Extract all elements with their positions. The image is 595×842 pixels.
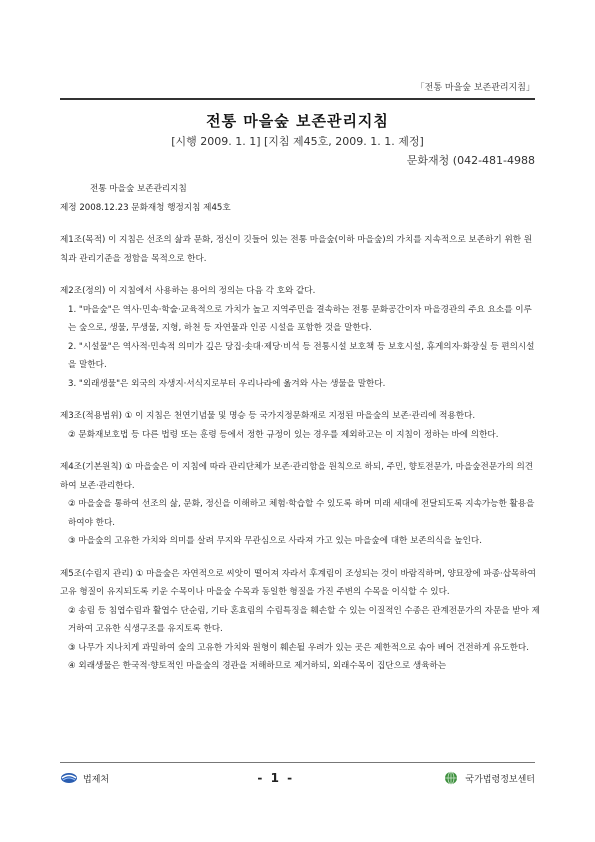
page-number: - 1 - <box>257 771 295 785</box>
article-2: 제2조(정의) 이 지침에서 사용하는 용어의 정의는 다음 각 호와 같다. <box>60 286 316 296</box>
article-1: 제1조(목적) 이 지침은 선조의 삶과 문화, 정신이 깃들어 있는 전통 마을숲(이하 마을숲)의 가치를 지속적으로 보존하기 위한 원칙과 관리기준을 정함을 목적으로 한다. <box>60 235 533 264</box>
footer-right <box>442 771 535 785</box>
article-2-item-3: 3. "외래생물"은 외국의 자생지·서식지로부터 우리나라에 옮겨와 사는 생물을 말한다. <box>68 378 386 389</box>
article-5-para-4: ④ 외래생물은 한국적·향토적인 마을숲의 경관을 저해하므로 제거하되, 외래수목이 집단으로 생육하는 <box>68 661 447 671</box>
document-subtitle: [시행 2009. 1. 1] [지침 제45호, 2009. 1. 1. 제정] <box>171 135 424 148</box>
intro-enactment: 제정 2008.12.23 문화재청 행정지침 제45호 <box>60 202 231 213</box>
article-3-para-2: ② 문화재보호법 등 다른 법령 또는 훈령 등에서 정한 규정이 있는 경우를 제외하고는 이 지침이 정하는 바에 의한다. <box>68 429 499 440</box>
globe-logo-icon <box>442 771 460 785</box>
article-2-item-2: 2. "시설물"은 역사적·민속적 의미가 깊은 당집·솟대·제당·비석 등 전통시설 보호책 등 보호시설, 휴게의자·화장실 등 편의시설을 말한다. <box>68 341 535 370</box>
footer-right-label: 국가법령정보센터 <box>465 774 535 785</box>
department-contact: 문화재청 (042-481-4988 <box>406 154 535 167</box>
intro-name: 전통 마을숲 보존관리지침 <box>90 184 187 194</box>
article-5: 제5조(수림지 관리) ① 마을숲은 자연적으로 씨앗이 떨어져 자라서 후계림이 조성되는 것이 바람직하며, 양묘장에 파종·삽목하여 고유 형질이 유지되도록 키운 수목이나 마을숲 수목과 동일한 형질을 가진 주변의 수목을 이식할 수 있다. <box>60 568 536 597</box>
header-rule <box>60 98 535 100</box>
header-label: 「전통 마을숲 보존관리지침」 <box>415 83 535 93</box>
article-4-para-3: ③ 마을숲의 고유한 가치와 의미를 살려 무지와 무관심으로 사라져 가고 있는 마을숲에 대한 보존의식을 높인다. <box>68 536 482 546</box>
document-body <box>60 180 540 676</box>
article-5-para-2: ② 송림 등 침엽수림과 활엽수 단순림, 기타 혼효림의 수림특징을 훼손할 수 있는 이질적인 수종은 관계전문가의 자문을 받아 제거하여 고유한 식생구조를 유지토록 한다. <box>68 605 540 634</box>
law-ministry-logo-icon <box>60 771 78 785</box>
article-3: 제3조(적용범위) ① 이 지침은 천연기념물 및 명승 등 국가지정문화재로 지정된 마을숲의 보존·관리에 적용한다. <box>60 411 476 421</box>
article-2-item-1: 1. "마을숲"은 역사·민속·학술·교육적으로 가치가 높고 지역주민을 결속하는 전통 문화공간이자 마을경관의 주요 요소를 이루는 숲으로, 생물, 무생물, 지형, 하천 등 자연물과 인공 시설을 포함한 것을 말한다. <box>68 304 532 333</box>
article-4-para-2: ② 마을숲을 통하여 선조의 삶, 문화, 정신을 이해하고 체험·학습할 수 있도록 하며 미래 세대에 전달되도록 지속가능한 활용을 하여야 한다. <box>68 499 535 528</box>
footer-left-label: 법제처 <box>83 774 110 785</box>
article-4: 제4조(기본원칙) ① 마을숲은 이 지침에 따라 관리단체가 보존·관리함을 원칙으로 하되, 주민, 향토전문가, 마을숲전문가의 의견하여 보존·관리한다. <box>60 462 534 491</box>
article-5-para-3: ③ 나무가 지나치게 과밀하여 숲의 고유한 가치와 원형이 훼손될 우려가 있는 곳은 제한적으로 솎아 베어 건전하게 유도한다. <box>68 642 529 653</box>
document-title: 전통 마을숲 보존관리지침 <box>206 112 389 130</box>
footer-rule <box>60 762 535 763</box>
page-footer <box>60 768 535 788</box>
footer-left <box>60 771 109 785</box>
